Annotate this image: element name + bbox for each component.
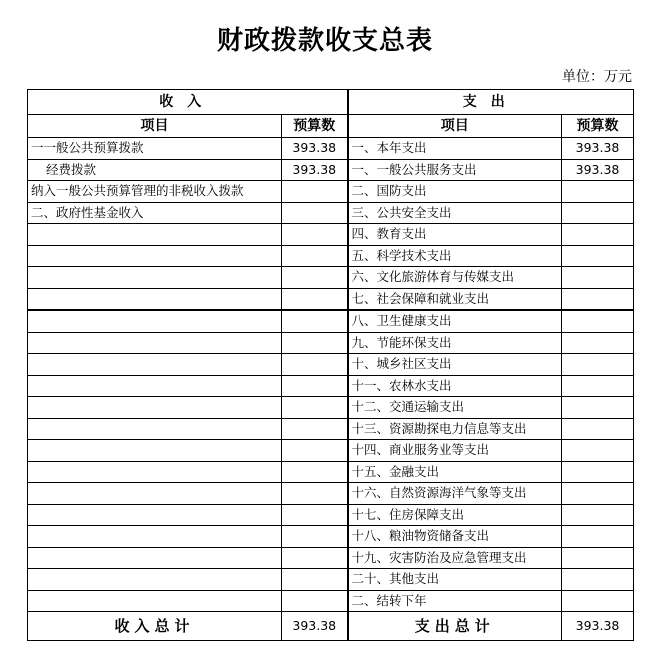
expense-item-cell: 十四、商业服务业等支出 <box>348 440 562 462</box>
expense-value-cell: 393.38 <box>562 138 634 160</box>
income-value-cell <box>282 181 348 203</box>
expense-item-cell: 十二、交通运输支出 <box>348 397 562 419</box>
income-item-cell <box>28 547 282 569</box>
income-value-cell <box>282 461 348 483</box>
expense-item-cell: 十、城乡社区支出 <box>348 354 562 376</box>
expense-item-cell: 二、国防支出 <box>348 181 562 203</box>
income-total-label: 收入总计 <box>28 612 282 641</box>
expense-value-cell <box>562 375 634 397</box>
income-item-cell <box>28 569 282 591</box>
expense-item-cell: 五、科学技术支出 <box>348 245 562 267</box>
table-row <box>28 267 634 289</box>
expense-value-cell <box>562 590 634 612</box>
expense-value-cell <box>562 526 634 548</box>
income-value-cell <box>282 202 348 224</box>
income-value-cell <box>282 418 348 440</box>
table-row <box>28 159 634 181</box>
income-value-cell <box>282 590 348 612</box>
income-value-cell <box>282 569 348 591</box>
table-row <box>28 440 634 462</box>
income-item-cell <box>28 483 282 505</box>
income-value-cell <box>282 332 348 354</box>
table-row <box>28 202 634 224</box>
expense-value-cell <box>562 267 634 289</box>
income-item-cell <box>28 354 282 376</box>
section-header-row <box>28 90 634 115</box>
income-item-cell <box>28 245 282 267</box>
expense-value-cell <box>562 504 634 526</box>
table-row <box>28 138 634 160</box>
table-row <box>28 332 634 354</box>
table-row <box>28 483 634 505</box>
income-value-cell <box>282 245 348 267</box>
expense-item-cell: 八、卫生健康支出 <box>348 310 562 332</box>
income-value-cell <box>282 267 348 289</box>
expense-item-cell: 一、一般公共服务支出 <box>348 159 562 181</box>
income-value-cell <box>282 397 348 419</box>
income-value-cell <box>282 440 348 462</box>
income-item-cell <box>28 288 282 310</box>
expense-item-cell: 十八、粮油物资储备支出 <box>348 526 562 548</box>
expense-value-cell <box>562 354 634 376</box>
expense-value-cell <box>562 440 634 462</box>
table-row <box>28 461 634 483</box>
income-value-cell <box>282 547 348 569</box>
income-item-cell <box>28 526 282 548</box>
expense-item-header: 项目 <box>348 115 562 138</box>
expense-value-cell: 393.38 <box>562 159 634 181</box>
table-row <box>28 504 634 526</box>
table-row <box>28 181 634 203</box>
income-item-cell: 一一般公共预算拨款 <box>28 138 282 160</box>
income-item-cell <box>28 397 282 419</box>
income-value-cell: 393.38 <box>282 159 348 181</box>
income-value-cell <box>282 354 348 376</box>
expense-item-cell: 二十、其他支出 <box>348 569 562 591</box>
income-value-cell <box>282 310 348 332</box>
income-section-header: 收入 <box>28 90 348 115</box>
expense-value-cell <box>562 483 634 505</box>
expense-value-cell <box>562 181 634 203</box>
income-value-cell <box>282 526 348 548</box>
budget-table <box>27 89 634 641</box>
unit-label: 单位：万元 <box>562 69 632 85</box>
table-row <box>28 354 634 376</box>
expense-value-cell <box>562 310 634 332</box>
table-row <box>28 590 634 612</box>
income-item-cell <box>28 590 282 612</box>
expense-item-cell: 四、教育支出 <box>348 224 562 246</box>
income-item-cell <box>28 375 282 397</box>
expense-value-cell <box>562 202 634 224</box>
income-item-cell <box>28 418 282 440</box>
table-row <box>28 375 634 397</box>
expense-value-cell <box>562 418 634 440</box>
income-item-cell <box>28 267 282 289</box>
table-row <box>28 418 634 440</box>
expense-item-cell: 十一、农林水支出 <box>348 375 562 397</box>
page-title: 财政拨款收支总表 <box>216 26 433 56</box>
income-item-cell <box>28 461 282 483</box>
expense-total-label: 支出总计 <box>348 612 562 641</box>
expense-value-cell <box>562 397 634 419</box>
expense-budget-header: 预算数 <box>562 115 634 138</box>
column-header-row <box>28 115 634 138</box>
table-row <box>28 288 634 310</box>
income-item-cell <box>28 440 282 462</box>
income-item-cell <box>28 224 282 246</box>
table-row <box>28 224 634 246</box>
income-value-cell <box>282 483 348 505</box>
table-row <box>28 526 634 548</box>
expense-item-cell: 七、社会保障和就业支出 <box>348 288 562 310</box>
expense-value-cell <box>562 245 634 267</box>
income-item-cell <box>28 504 282 526</box>
income-value-cell <box>282 375 348 397</box>
income-total-value: 393.38 <box>282 612 348 641</box>
expense-item-cell: 二、结转下年 <box>348 590 562 612</box>
income-item-cell: 纳入一般公共预算管理的非税收入拨款 <box>28 181 282 203</box>
table-row <box>28 397 634 419</box>
expense-item-cell: 一、本年支出 <box>348 138 562 160</box>
expense-value-cell <box>562 461 634 483</box>
income-value-cell <box>282 288 348 310</box>
income-item-cell: 经费拨款 <box>28 159 282 181</box>
expense-value-cell <box>562 332 634 354</box>
income-value-cell: 393.38 <box>282 138 348 160</box>
income-budget-header: 预算数 <box>282 115 348 138</box>
table-row <box>28 310 634 332</box>
income-item-cell <box>28 310 282 332</box>
expense-item-cell: 十七、住房保障支出 <box>348 504 562 526</box>
totals-row <box>28 612 634 641</box>
expense-item-cell: 三、公共安全支出 <box>348 202 562 224</box>
expense-value-cell <box>562 547 634 569</box>
income-item-cell <box>28 332 282 354</box>
expense-item-cell: 六、文化旅游体育与传媒支出 <box>348 267 562 289</box>
expense-section-header: 支出 <box>348 90 634 115</box>
expense-item-cell: 十五、金融支出 <box>348 461 562 483</box>
table-row <box>28 569 634 591</box>
expense-item-cell: 十九、灾害防治及应急管理支出 <box>348 547 562 569</box>
expense-value-cell <box>562 224 634 246</box>
expense-value-cell <box>562 288 634 310</box>
income-item-cell: 二、政府性基金收入 <box>28 202 282 224</box>
income-value-cell <box>282 224 348 246</box>
income-item-header: 项目 <box>28 115 282 138</box>
table-row <box>28 547 634 569</box>
expense-value-cell <box>562 569 634 591</box>
expense-item-cell: 十六、自然资源海洋气象等支出 <box>348 483 562 505</box>
income-value-cell <box>282 504 348 526</box>
table-row <box>28 245 634 267</box>
expense-total-value: 393.38 <box>562 612 634 641</box>
expense-item-cell: 十三、资源勘探电力信息等支出 <box>348 418 562 440</box>
expense-item-cell: 九、节能环保支出 <box>348 332 562 354</box>
